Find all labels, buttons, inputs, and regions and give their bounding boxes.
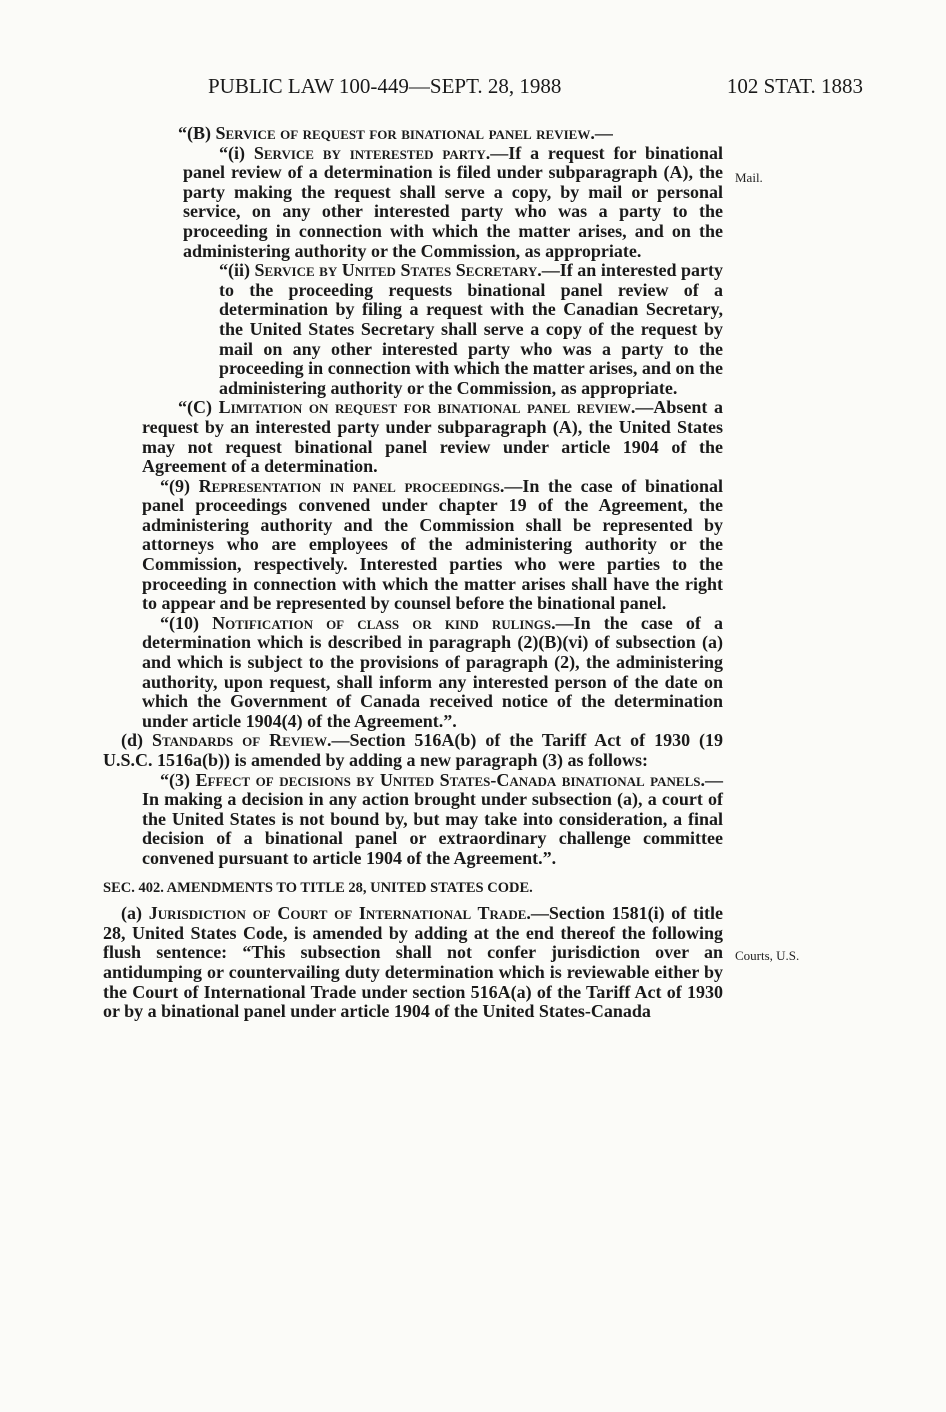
header-public-law: PUBLIC LAW 100-449—SEPT. 28, 1988 [208,74,562,98]
para-c: “(C) Limitation on request for binational panel review.—Absent a request by an interested party under subparagraph (A), the United States may not request binational panel review under article 1904 of the Agreement of a determination. [142,397,723,477]
para-3: “(3) Effect of decisions by United States-Canada binational panels.—In making a decision in any action brought under subsection (a), a court of the United States is not bound by, but may take into consideration, a final decision of a binational panel or extraordinary challenge committee convened pursuant to article 1904 of the Agreement.”. [142,769,723,868]
heading-b: Service of request for binational panel review. [215,123,595,143]
margin-note-courts: Courts, U.S. [735,948,800,963]
margin-note-mail: Mail. [735,170,763,185]
heading-a: Jurisdiction of Court of International Trade. [148,903,531,924]
heading-b-ii: Service by United States Secretary. [254,260,542,281]
statute-text [103,124,723,1022]
heading-3: Effect of decisions by United States-Canada binational panels. [195,769,705,790]
header-stat-page: 102 STAT. 1883 [726,74,863,98]
heading-b-i: Service by interested party. [253,142,491,163]
para-b-ii: “(ii) Service by United States Secretary.—If an interested party to the proceeding requests binational panel review of a determination by filing a request with the Canadian Secretary, the United States Secretary shall serve a copy of the request by mail on any other interested party who was a party to the proceeding in connection with which the matter arises, and on the administering authority or the Commission, as appropriate. [219,260,724,398]
para-b-i: “(i) Service by interested party.—If a request for binational panel review of a determination is filed under subparagraph (A), the party making the request shall serve a copy, by mail or personal service, on any other interested party who was a party to the proceeding in connection with which the matter arises, and on the administering authority or the Commission, as appropriate. [183,142,723,261]
section-402-heading: SEC. 402. AMENDMENTS TO TITLE 28, UNITED STATES CODE. [103,879,533,896]
para-10: “(10) Notification of class or kind rulings.—In the case of a determination which is described in paragraph (2)(B)(vi) of subsection (a) and which is subject to the provisions of paragraph (2), the administering authority, upon request, shall inform any interested person of the date on which the Government of Canada received notice of the determination under article 1904(4) of the Agreement.”. [142,612,723,731]
para-a: (a) Jurisdiction of Court of International Trade.—Section 1581(i) of title 28, United States Code, is amended by adding at the end thereof the following flush sentence: “This subsection shall not confer jurisdiction over an antidumping or countervailing duty determination which is reviewable either by the Court of International Trade under section 516A(a) of the Tariff Act of 1930 or by a binational panel under article 1904 of the United States-Canada [103,903,723,1022]
heading-9: Representation in panel proceedings. [198,475,505,496]
para-d: (d) Standards of Review.—Section 516A(b) of the Tariff Act of 1930 (19 U.S.C. 1516a(b)) is amended by adding a new paragraph (3) as follows: [103,730,724,770]
heading-10: Notification of class or kind rulings. [212,612,556,633]
heading-c: Limitation on request for binational panel review. [218,397,636,418]
heading-d: Standards of Review. [151,730,332,751]
para-9: “(9) Representation in panel proceedings.—In the case of binational panel proceedings convened under chapter 19 of the Agreement, the administering authority and the Commission shall be represented by attorneys who are employees of the administering authority or the Commission, respectively. Interested parties who were parties to the proceeding in connection with which the matter arises shall have the right to appear and be represented by counsel before the binational panel. [142,475,723,614]
para-b: “(B) Service of request for binational panel review.— [178,123,613,143]
